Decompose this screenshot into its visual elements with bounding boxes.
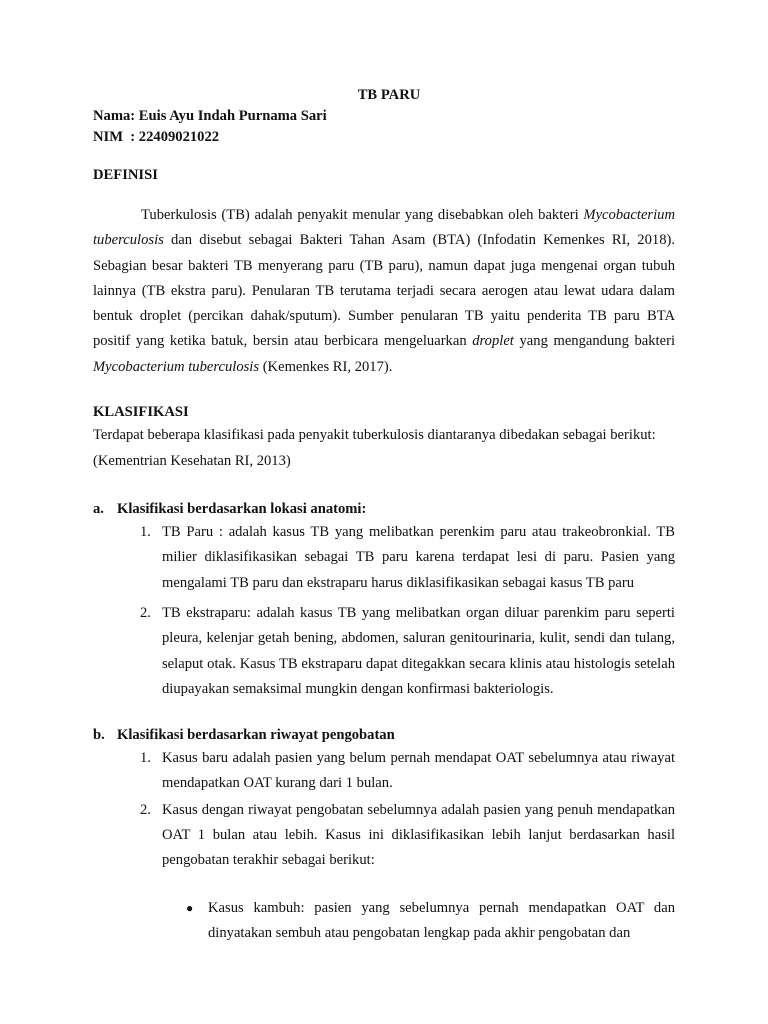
definisi-text-3: yang mengandung bakteri [513,333,675,350]
definisi-text-4: (Kemenkes RI, 2017). [259,358,393,375]
section-b-heading [93,725,675,746]
spacer [93,474,675,499]
definisi-italic-1: Mycobacterium tuberculosis [93,207,675,249]
definisi-text-2: dan disebut sebagai Bakteri Tahan Asam (BTA) (Infodatin Kemenkes RI, 2018). Sebagian besar bakteri TB menyerang paru (TB paru), namun dapat juga mengenai organ tubuh lainnya (TB ekstra paru). Penularan TB terutama terjadi secara aerogen atau lewat udara dalam bentuk droplet (percikan dahak/sputum). Sumber penularan TB yaitu penderita TB paru BTA positif yang ketika batuk, bersin atau berbicara mengeluarkan [93,232,675,350]
list-item-number: 2. [140,604,151,621]
list-item [140,798,675,874]
list-item [140,601,675,702]
section-a-title: Klasifikasi berdasarkan lokasi anatomi: [117,501,367,518]
section-a [93,499,675,702]
section-b-title: Klasifikasi berdasarkan riwayat pengobatan [117,727,395,744]
section-b-list [93,746,675,873]
bullet-icon: ● [186,900,194,915]
list-item [140,520,675,596]
section-b-bullet-list [93,896,675,947]
section-a-marker: a. [93,501,104,518]
list-item-text: Kasus baru adalah pasien yang belum pernah mendapat OAT sebelumnya atau riwayat mendapatkan OAT kurang dari 1 bulan. [162,750,675,792]
list-item [140,746,675,797]
definisi-heading: DEFINISI [93,167,158,183]
document-content [93,85,675,946]
section-a-heading [93,499,675,520]
section-a-list [93,520,675,702]
list-item-number: 1. [140,750,151,767]
list-item-number: 1. [140,524,151,541]
klasifikasi-heading: KLASIFIKASI [93,404,189,421]
spacer [93,186,675,203]
list-item-text: Kasus dengan riwayat pengobatan sebelumnya adalah pasien yang penuh mendapatkan OAT 1 bulan atau lebih. Kasus ini diklasifikasikan lebih lanjut berdasarkan hasil pengobatan terakhir sebagai berikut: [162,801,675,869]
document-title: TB PARU [357,87,421,103]
list-item-number: 2. [140,801,151,818]
bullet-item-text: Kasus kambuh: pasien yang sebelumnya pernah mendapatkan OAT dan dinyatakan sembuh atau pengobatan lengkap pada akhir pengobatan dan [208,899,675,941]
klasifikasi-intro: Terdapat beberapa klasifikasi pada penyakit tuberkulosis diantaranya dibedakan sebagai berikut: (Kementrian Kesehatan RI, 2013) [93,427,656,469]
section-b [93,725,675,946]
list-item-text: TB ekstraparu: adalah kasus TB yang melibatkan organ diluar parenkim paru seperti pleura, kelenjar getah bening, abdomen, saluran genitourinaria, kulit, sendi dan tulang, selaput otak. Kasus TB ekstraparu dapat ditegakkan secara klinis atau histologis setelah diupayakan semaksimal mungkin dengan konfirmasi bakteriologis. [162,604,675,697]
spacer [93,874,675,896]
section-b-marker: b. [93,727,105,744]
student-nim: NIM : 22409021022 [93,129,220,145]
definisi-paragraph [93,203,675,380]
list-item-text: TB Paru : adalah kasus TB yang melibatkan perenkim paru atau trakeobronkial. TB milier diklasifikasikan sebagai TB paru karena terdapat lesi di paru. Pasien yang mengalami TB paru dan ekstraparu harus diklasifikasikan sebagai kasus TB paru [162,524,675,591]
spacer [93,148,675,165]
student-name: Nama: Euis Ayu Indah Purnama Sari [93,108,327,124]
spacer [93,380,675,402]
spacer [93,702,675,725]
definisi-text-1: Tuberkulosis (TB) adalah penyakit menular yang disebabkan oleh bakteri [141,207,579,223]
bullet-item [186,896,675,947]
definisi-italic-3: Mycobacterium tuberculosis [93,358,260,375]
definisi-italic-2: droplet [472,333,514,350]
